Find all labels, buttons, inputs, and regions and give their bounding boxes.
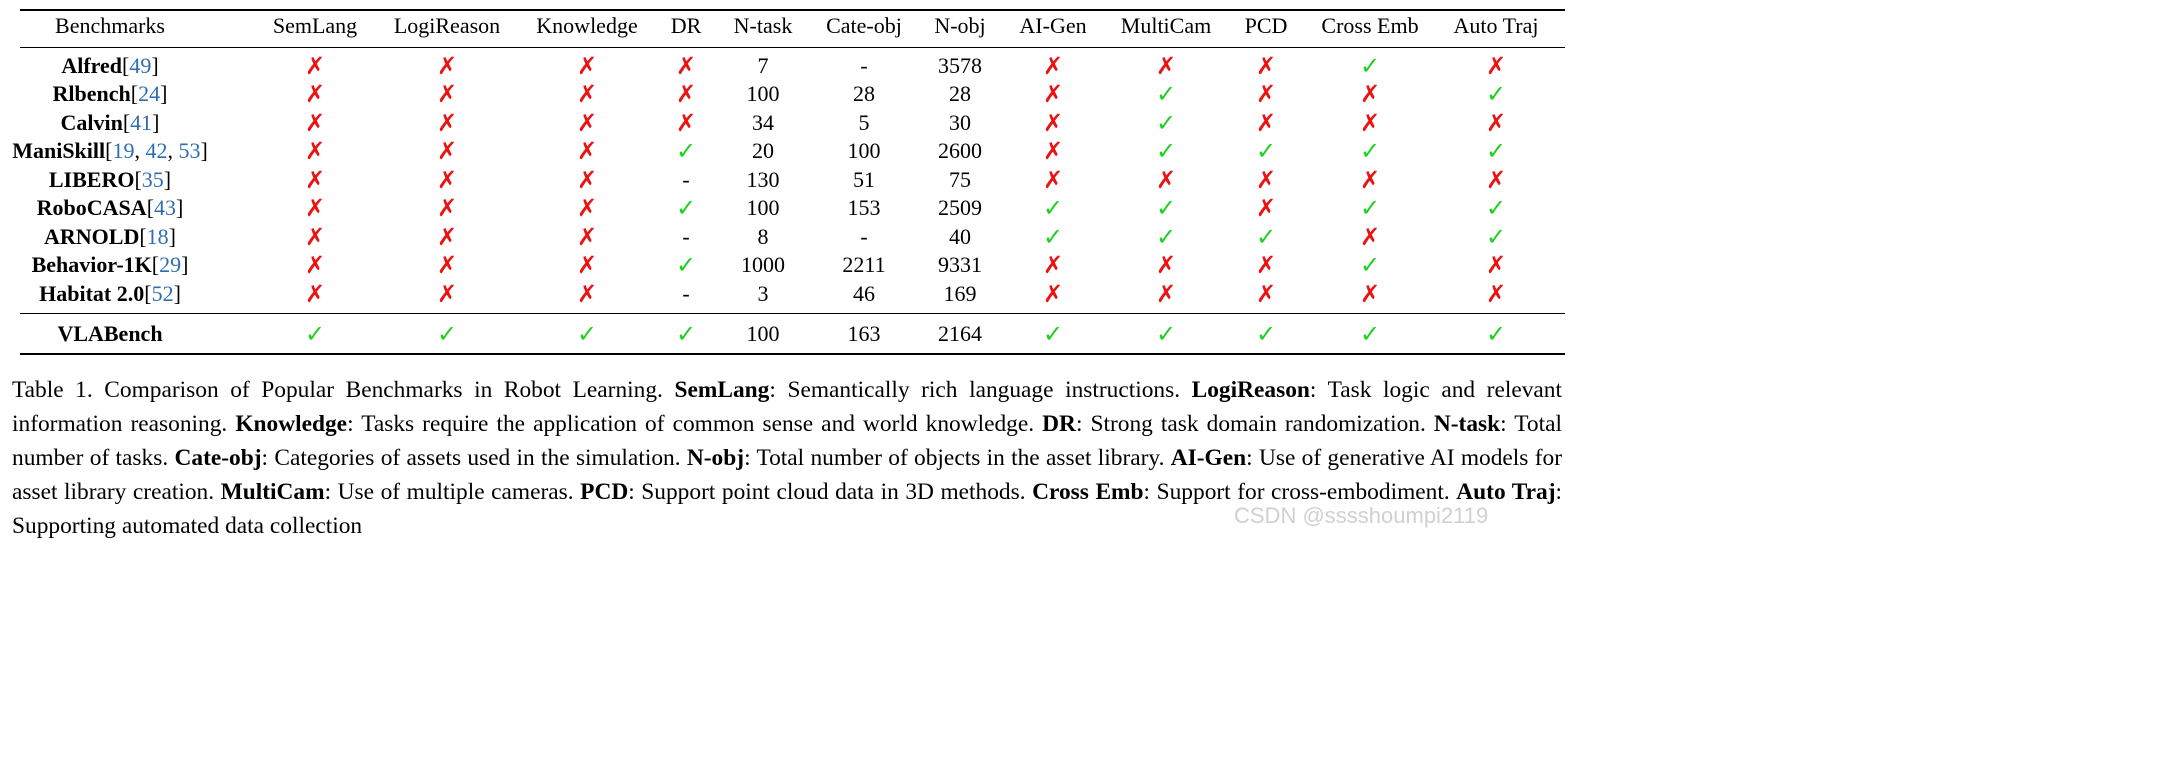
benchmark-cell [60, 109, 159, 137]
check-mark-icon: ✓ [1255, 320, 1277, 348]
caption-term: PCD [580, 479, 629, 505]
check-mark-icon: ✓ [1359, 320, 1381, 348]
cross-mark-icon: ✗ [1359, 280, 1381, 308]
column-header: N-obj [934, 13, 986, 38]
cross-mark-icon: ✗ [436, 52, 458, 80]
cross-mark-icon: ✗ [1042, 166, 1064, 194]
cross-mark-icon: ✗ [675, 109, 697, 137]
citation-open-bracket: [ [105, 138, 113, 163]
citation-close-bracket: ] [173, 281, 181, 306]
benchmark-cell [44, 223, 176, 251]
check-mark-icon: ✓ [675, 194, 697, 222]
cross-mark-icon: ✗ [436, 194, 458, 222]
citation-open-bracket: [ [151, 252, 160, 277]
table-cell: 75 [949, 167, 971, 192]
check-mark-icon: ✓ [1155, 223, 1177, 251]
cross-mark-icon: ✗ [1155, 280, 1177, 308]
citation-open-bracket: [ [134, 167, 142, 192]
benchmark-cell [39, 280, 181, 308]
cross-mark-icon: ✗ [1255, 251, 1277, 279]
caption-term: Cross Emb [1032, 479, 1144, 505]
cross-mark-icon: ✗ [1255, 109, 1277, 137]
cross-mark-icon: ✗ [1485, 52, 1507, 80]
cross-mark-icon: ✗ [1255, 52, 1277, 80]
cross-mark-icon: ✗ [1255, 194, 1277, 222]
citation-link[interactable]: 52 [151, 281, 174, 306]
table-row [20, 166, 1565, 194]
caption-term: LogiReason [1191, 377, 1310, 403]
benchmark-name: ARNOLD [44, 224, 140, 249]
citation-close-bracket: ] [160, 81, 168, 106]
cross-mark-icon: ✗ [304, 166, 326, 194]
benchmark-cell [53, 80, 168, 108]
cross-mark-icon: ✗ [304, 52, 326, 80]
table-cell: 100 [746, 81, 780, 106]
cross-mark-icon: ✗ [1042, 251, 1064, 279]
caption-term: N-obj [686, 445, 745, 471]
cross-mark-icon: ✗ [436, 137, 458, 165]
check-mark-icon: ✓ [675, 320, 697, 348]
table-cell: 169 [943, 281, 977, 306]
check-mark-icon: ✓ [1042, 223, 1064, 251]
table-top-rule [20, 9, 1565, 11]
caption-term: MultiCam [220, 479, 325, 505]
benchmark-cell [57, 320, 162, 348]
table-cell: 28 [853, 81, 875, 106]
citation-link[interactable]: 35 [141, 167, 164, 192]
benchmark-name: Habitat 2.0 [39, 281, 145, 306]
check-mark-icon: ✓ [304, 320, 326, 348]
cross-mark-icon: ✗ [436, 109, 458, 137]
citation-link[interactable]: 24 [138, 81, 161, 106]
cross-mark-icon: ✗ [304, 137, 326, 165]
check-mark-icon: ✓ [1155, 320, 1177, 348]
check-mark-icon: ✓ [1485, 80, 1507, 108]
table-cell: 7 [757, 53, 769, 78]
check-mark-icon: ✓ [576, 320, 598, 348]
table-cell: 1000 [741, 252, 785, 277]
caption-definition: : Semantically rich language instructions. [769, 377, 1192, 403]
check-mark-icon: ✓ [675, 137, 697, 165]
cross-mark-icon: ✗ [1042, 137, 1064, 165]
benchmark-name: RoboCASA [36, 195, 147, 220]
check-mark-icon: ✓ [1359, 194, 1381, 222]
caption-definition: : Support point cloud data in 3D methods. [628, 479, 1033, 505]
citation-open-bracket: [ [122, 110, 131, 135]
cross-mark-icon: ✗ [1155, 251, 1177, 279]
table-cell: 40 [949, 224, 971, 249]
table-header-rule [20, 47, 1565, 48]
citation-open-bracket: [ [139, 224, 147, 249]
table-row [12, 137, 1565, 165]
cross-mark-icon: ✗ [576, 137, 598, 165]
caption-definition: : Total number of objects in the asset library. [744, 445, 1171, 471]
table-cell: 153 [847, 195, 881, 220]
check-mark-icon: ✓ [1359, 251, 1381, 279]
caption-term: AI-Gen [1170, 445, 1247, 471]
table-cell: 51 [853, 167, 875, 192]
caption-definition: : Strong task domain randomization. [1075, 411, 1434, 437]
cross-mark-icon: ✗ [576, 52, 598, 80]
check-mark-icon: ✓ [1155, 80, 1177, 108]
table-cell: 9331 [938, 252, 982, 277]
cross-mark-icon: ✗ [1042, 109, 1064, 137]
table-cell: 28 [949, 81, 971, 106]
caption-definition: : Supporting automated data collection [12, 479, 1562, 539]
benchmark-name: Rlbench [52, 81, 131, 106]
check-mark-icon: ✓ [1155, 137, 1177, 165]
cross-mark-icon: ✗ [1359, 223, 1381, 251]
table-cell: - [860, 53, 868, 78]
table-row [20, 52, 1565, 80]
check-mark-icon: ✓ [1485, 223, 1507, 251]
table-cell: 3578 [938, 53, 982, 78]
column-header: SemLang [272, 13, 358, 38]
citation-close-bracket: ] [200, 138, 208, 163]
check-mark-icon: ✓ [1042, 320, 1064, 348]
check-mark-icon: ✓ [1485, 194, 1507, 222]
cross-mark-icon: ✗ [436, 280, 458, 308]
column-header: Auto Traj [1453, 13, 1539, 38]
cross-mark-icon: ✗ [576, 251, 598, 279]
table-cell: 2211 [842, 252, 886, 277]
table-cell: - [682, 224, 690, 249]
cross-mark-icon: ✗ [1255, 166, 1277, 194]
column-header: Benchmarks [55, 13, 165, 38]
benchmark-cell [37, 194, 184, 222]
citation-separator: , [167, 138, 179, 163]
cross-mark-icon: ✗ [1485, 251, 1507, 279]
table-row [20, 251, 1565, 279]
check-mark-icon: ✓ [1255, 223, 1277, 251]
cross-mark-icon: ✗ [1485, 109, 1507, 137]
caption-definition: : Support for cross-embodiment. [1143, 479, 1457, 505]
cross-mark-icon: ✗ [576, 280, 598, 308]
column-header: MultiCam [1120, 13, 1212, 38]
cross-mark-icon: ✗ [1155, 52, 1177, 80]
table-cell: 2509 [938, 195, 982, 220]
cross-mark-icon: ✗ [1485, 280, 1507, 308]
citation-link[interactable]: 29 [159, 252, 182, 277]
check-mark-icon: ✓ [436, 320, 458, 348]
table-cell: 100 [746, 195, 780, 220]
cross-mark-icon: ✗ [1042, 52, 1064, 80]
check-mark-icon: ✓ [1359, 52, 1381, 80]
table-bottom-rule [20, 353, 1565, 355]
citation-link[interactable]: 41 [130, 110, 153, 135]
column-header: AI-Gen [1019, 13, 1087, 38]
benchmark-cell [12, 137, 208, 165]
column-header: Cate-obj [826, 13, 902, 38]
cross-mark-icon: ✗ [675, 52, 697, 80]
check-mark-icon: ✓ [1485, 137, 1507, 165]
citation-close-bracket: ] [168, 224, 176, 249]
cross-mark-icon: ✗ [576, 194, 598, 222]
caption-definition: : Use of generative AI models for asset library creation. [12, 445, 1562, 505]
table-cell: 8 [757, 224, 769, 249]
table-cell: 5 [858, 110, 870, 135]
column-header: N-task [733, 13, 793, 38]
benchmark-cell [32, 251, 189, 279]
caption-term: DR [1042, 411, 1076, 437]
citation-close-bracket: ] [163, 167, 172, 192]
benchmark-name: VLABench [57, 321, 163, 346]
table-cell: - [682, 281, 690, 306]
caption-definition: : Tasks require the application of common sense and world knowledge. [347, 411, 1043, 437]
cross-mark-icon: ✗ [576, 166, 598, 194]
caption-term: Cate-obj [174, 445, 262, 471]
cross-mark-icon: ✗ [304, 251, 326, 279]
table-cell: 163 [847, 321, 881, 346]
column-header: Knowledge [536, 13, 638, 38]
citation-open-bracket: [ [146, 195, 155, 220]
table-cell: 130 [746, 167, 780, 192]
cross-mark-icon: ✗ [1485, 166, 1507, 194]
check-mark-icon: ✓ [1359, 137, 1381, 165]
caption-term: N-task [1433, 411, 1501, 437]
table-cell: 3 [757, 281, 769, 306]
citation-close-bracket: ] [151, 53, 159, 78]
caption-definition: : Task logic and relevant information reasoning. [12, 377, 1562, 437]
caption-lead: Table 1. Comparison of Popular Benchmarks in Robot Learning. [12, 377, 675, 403]
cross-mark-icon: ✗ [675, 80, 697, 108]
benchmark-cell [49, 166, 171, 194]
citation-link[interactable]: 42 [145, 138, 168, 163]
table-row [20, 80, 1565, 108]
cross-mark-icon: ✗ [304, 80, 326, 108]
column-header: PCD [1244, 13, 1288, 38]
table-cell: 100 [847, 138, 881, 163]
check-mark-icon: ✓ [1155, 109, 1177, 137]
cross-mark-icon: ✗ [1155, 166, 1177, 194]
cross-mark-icon: ✗ [1255, 80, 1277, 108]
citation-link[interactable]: 18 [146, 224, 169, 249]
column-header: Cross Emb [1321, 13, 1419, 38]
watermark: CSDN @sssshoumpi2119 [1234, 503, 1489, 528]
cross-mark-icon: ✗ [436, 166, 458, 194]
citation-open-bracket: [ [122, 53, 130, 78]
table-row [20, 194, 1565, 222]
caption-definition: : Categories of assets used in the simulation. [261, 445, 687, 471]
caption-definition: : Use of multiple cameras. [324, 479, 581, 505]
table-row [20, 109, 1565, 137]
table-header-row [20, 12, 1565, 40]
cross-mark-icon: ✗ [576, 109, 598, 137]
cross-mark-icon: ✗ [304, 223, 326, 251]
table-summary-row [20, 320, 1565, 348]
citation-link[interactable]: 19 [112, 138, 135, 163]
table-cell: - [682, 167, 690, 192]
check-mark-icon: ✓ [1255, 137, 1277, 165]
caption-term: Auto Traj [1456, 479, 1556, 505]
table-cell: 2600 [938, 138, 982, 163]
citation-close-bracket: ] [152, 110, 160, 135]
table-cell: 2164 [938, 321, 982, 346]
citation-open-bracket: [ [144, 281, 152, 306]
cross-mark-icon: ✗ [436, 80, 458, 108]
caption-term: SemLang [674, 377, 770, 403]
citation-link[interactable]: 43 [154, 195, 177, 220]
cross-mark-icon: ✗ [1042, 280, 1064, 308]
citation-close-bracket: ] [181, 252, 189, 277]
check-mark-icon: ✓ [1485, 320, 1507, 348]
citation-link[interactable]: 53 [178, 138, 201, 163]
caption-definition: : Total number of tasks. [12, 411, 1562, 471]
citation-close-bracket: ] [176, 195, 184, 220]
cross-mark-icon: ✗ [1359, 109, 1381, 137]
column-header: DR [670, 13, 702, 38]
benchmark-cell [61, 52, 158, 80]
cross-mark-icon: ✗ [1042, 80, 1064, 108]
cross-mark-icon: ✗ [436, 251, 458, 279]
benchmark-name: ManiSkill [12, 138, 106, 163]
caption-term: Knowledge [235, 411, 348, 437]
table-cell: 46 [853, 281, 875, 306]
cross-mark-icon: ✗ [1359, 80, 1381, 108]
cross-mark-icon: ✗ [1255, 280, 1277, 308]
check-mark-icon: ✓ [1155, 194, 1177, 222]
check-mark-icon: ✓ [1042, 194, 1064, 222]
benchmark-name: Calvin [60, 110, 123, 135]
table-cell: - [860, 224, 868, 249]
table-cell: 34 [752, 110, 774, 135]
column-header: LogiReason [393, 13, 501, 38]
cross-mark-icon: ✗ [576, 223, 598, 251]
table-cell: 20 [752, 138, 774, 163]
benchmark-name: Behavior-1K [31, 252, 152, 277]
benchmark-name: LIBERO [48, 167, 135, 192]
table-cell: 100 [746, 321, 780, 346]
cross-mark-icon: ✗ [304, 109, 326, 137]
table-row [20, 280, 1565, 308]
citation-open-bracket: [ [130, 81, 139, 106]
cross-mark-icon: ✗ [576, 80, 598, 108]
check-mark-icon: ✓ [675, 251, 697, 279]
table-row [20, 223, 1565, 251]
table-cell: 30 [949, 110, 971, 135]
cross-mark-icon: ✗ [304, 194, 326, 222]
cross-mark-icon: ✗ [1359, 166, 1381, 194]
benchmark-name: Alfred [61, 53, 123, 78]
citation-separator: , [134, 138, 146, 163]
table-summary-rule [20, 313, 1565, 314]
citation-link[interactable]: 49 [129, 53, 152, 78]
cross-mark-icon: ✗ [436, 223, 458, 251]
cross-mark-icon: ✗ [304, 280, 326, 308]
